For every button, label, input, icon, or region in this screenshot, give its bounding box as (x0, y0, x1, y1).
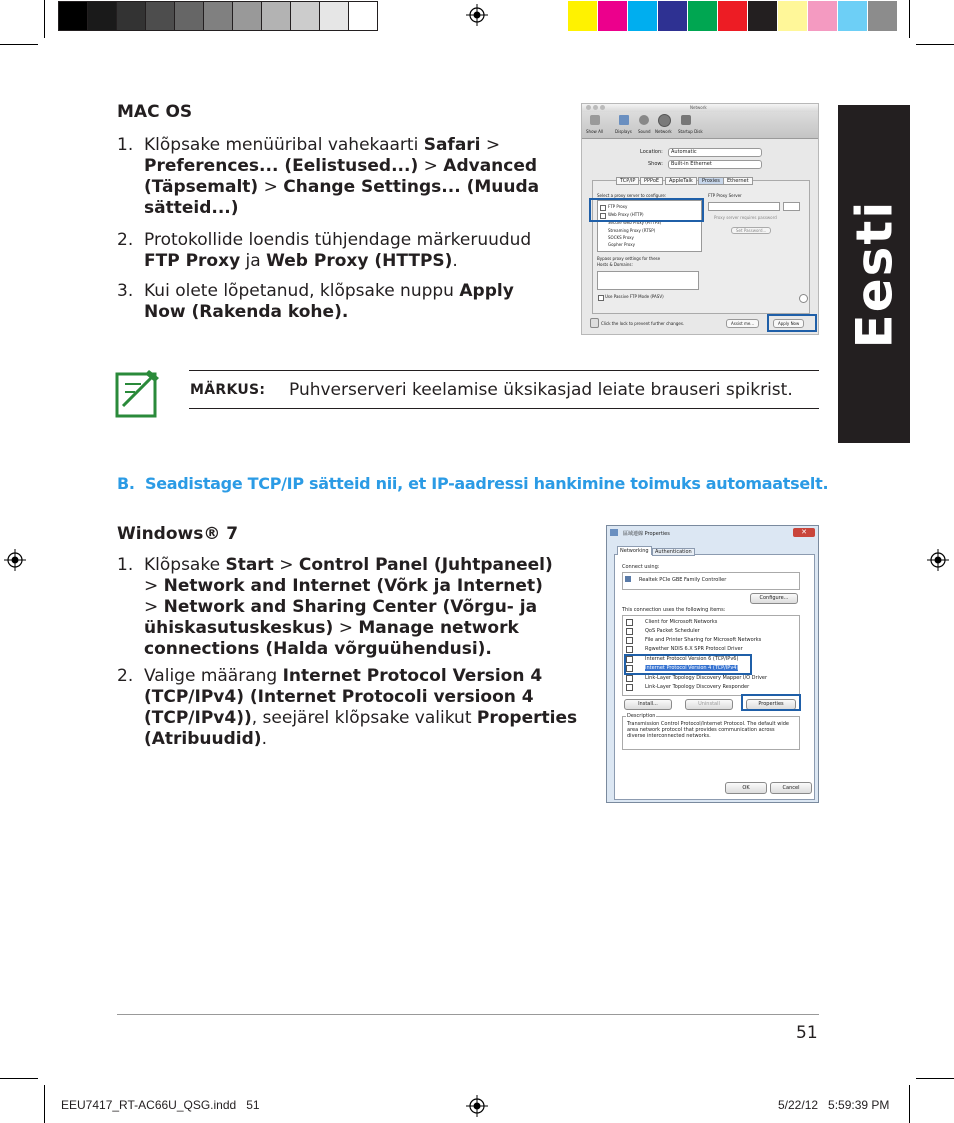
win-list-item[interactable]: Link-Layer Topology Discovery Mapper I/O Driver (645, 675, 768, 681)
close-icon[interactable]: ✕ (793, 528, 815, 537)
note-pencil-icon (115, 368, 161, 418)
step-text (144, 230, 564, 272)
adapter-name: Realtek PCIe GBE Family Controller (639, 577, 727, 583)
note-top-rule (189, 370, 819, 371)
text-run: Kui olete lõpetanud, klõpsake nuppu (144, 281, 460, 301)
footer-timestamp: 5/22/12 5:59:39 PM (778, 1098, 890, 1112)
bold-term: Control Panel (Juhtpaneel) (298, 555, 553, 575)
text-run: > (273, 555, 299, 575)
bold-term: FTP Proxy (144, 251, 241, 271)
grayscale-bar (58, 1, 377, 31)
text-run: Klõpsake (144, 555, 226, 575)
ftp-server-label: FTP Proxy Server (708, 193, 742, 198)
win-window-title: 區域連線 Properties (623, 531, 670, 537)
language-side-tab-label (838, 105, 910, 443)
step-text (144, 555, 554, 660)
proxy-item[interactable]: SOCKS Proxy (608, 235, 634, 240)
ok-button[interactable]: OK (725, 782, 767, 794)
show-select[interactable]: Built-in Ethernet (668, 160, 762, 169)
footer-rule (117, 1014, 819, 1015)
step-text (144, 135, 544, 219)
registration-mark-icon (466, 1095, 488, 1117)
mac-tab[interactable]: TCP/IP (616, 177, 639, 185)
step-number: 2. (117, 230, 134, 250)
side-tab-text: Eesti (845, 199, 903, 349)
note-label: MÄRKUS: (190, 382, 266, 398)
page-number: 51 (796, 1023, 818, 1043)
section-b-letter: B. (117, 474, 135, 493)
bold-term: Network and Internet (Võrk ja Internet) (163, 576, 543, 596)
step-number: 1. (117, 135, 134, 155)
text-run: > (144, 576, 164, 596)
mac-window-title: Network (690, 105, 707, 110)
step-text (144, 666, 584, 750)
win-list-item[interactable]: Internet Protocol Version 6 (TCP/IPv6) (645, 656, 739, 662)
bold-term: Safari (423, 135, 481, 155)
mac-toolbar (582, 112, 818, 139)
configure-button[interactable]: Configure... (750, 593, 798, 604)
assist-me-button[interactable]: Assist me... (726, 319, 759, 328)
color-bar (568, 1, 898, 31)
location-select[interactable]: Automatic (668, 148, 762, 157)
registration-mark-icon (4, 549, 26, 571)
step-number: 1. (117, 555, 134, 575)
items-label: This connection uses the following items: (622, 607, 726, 613)
crop-mark (909, 1085, 910, 1123)
bold-term: Web Proxy (HTTPS) (266, 251, 453, 271)
crop-mark (0, 1078, 38, 1079)
note-text: Puhverserveri keelamise üksikasjad leiate brauseri spikrist. (289, 380, 793, 400)
bold-term: Apply Now (Rakenda kohe). (144, 281, 514, 322)
bold-term: Properties (Atribuudid) (144, 708, 578, 749)
crop-mark (44, 0, 45, 38)
proxy-item[interactable]: Web Proxy (HTTP) (608, 212, 644, 217)
text-run: ja (240, 251, 267, 271)
cancel-button[interactable]: Cancel (770, 782, 812, 794)
win-tab-authentication[interactable]: Authentication (652, 548, 695, 556)
set-password-button[interactable]: Set Password... (731, 227, 771, 234)
description-text: Transmission Control Protocol/Internet Protocol. The default wide area network protocol that provides communication across diverse interconnected networks. (627, 721, 789, 739)
toolbar-label: Show All (586, 129, 604, 134)
pasv-checkbox-label[interactable]: Use Passive FTP Mode (PASV) (605, 294, 664, 299)
mac-tab[interactable]: PPPoE (640, 177, 663, 185)
registration-mark-icon (466, 4, 488, 26)
show-label: Show: (648, 161, 663, 167)
bold-term: Change Settings... (Muuda sätteid...) (144, 177, 540, 218)
toolbar-label: Startup Disk (678, 129, 703, 134)
crop-mark (916, 1078, 954, 1079)
proxy-item[interactable]: Secure Web Proxy (HTTPS) (608, 220, 662, 225)
password-checkbox-label[interactable]: Proxy server requires password (714, 215, 777, 220)
text-run: Valige määrang (144, 666, 283, 686)
properties-button[interactable]: Properties (746, 699, 796, 710)
crop-mark (44, 1085, 45, 1123)
text-run: Protokollide loendis tühjendage märkeruudud (144, 230, 532, 250)
text-run: . (261, 729, 267, 749)
highlight-properties (741, 694, 801, 711)
bold-term: Internet Protocol Version 4 (TCP/IPv4) (Internet Protocoli versioon 4 (TCP/IPv4)) (144, 666, 543, 728)
step-number: 2. (117, 666, 134, 686)
text-run: Klõpsake menüüribal vahekaarti (144, 135, 424, 155)
proxy-item[interactable]: FTP Proxy (608, 204, 628, 209)
footer-file-name: EEU7417_RT-AC66U_QSG.indd 51 (61, 1098, 260, 1112)
select-proxy-label: Select a proxy server to configure: (597, 193, 667, 198)
apply-now-button[interactable]: Apply Now (773, 319, 804, 328)
section-b-title: Seadistage TCP/IP sätteid nii, et IP-aadressi hankimine toimuks automaatselt. (145, 474, 829, 493)
proxy-item[interactable]: Streaming Proxy (RTSP) (608, 228, 656, 233)
text-run: > (333, 618, 359, 638)
mac-titlebar (582, 104, 818, 112)
mac-tab[interactable]: AppleTalk (665, 177, 697, 185)
bold-term: Start (225, 555, 274, 575)
win-list-item[interactable]: File and Printer Sharing for Microsoft Networks (645, 637, 762, 643)
text-run: > (258, 177, 284, 197)
win-list-item[interactable]: Client for Microsoft Networks (645, 619, 718, 625)
bold-term: Manage network connections (Halda võrguühendusi). (144, 618, 519, 659)
step-text (144, 281, 544, 323)
mac-heading: MAC OS (117, 102, 193, 122)
install-button[interactable]: Install... (624, 699, 672, 710)
text-run: . (452, 251, 458, 271)
win-tab-networking[interactable]: Networking (617, 546, 652, 555)
registration-mark-icon (927, 549, 949, 571)
text-run: > (480, 135, 501, 155)
highlight-ipv4 (624, 654, 752, 675)
highlight-apply-now (767, 314, 817, 332)
win-list-item[interactable]: Internet Protocol Version 4 (TCP/IPv4) (645, 665, 739, 671)
highlight-proxy-checkboxes (589, 198, 704, 222)
crop-mark (916, 44, 954, 45)
mac-tab[interactable]: Proxies (698, 177, 724, 185)
bold-term: Advanced (Täpsemalt) (144, 156, 538, 197)
uninstall-button[interactable]: Uninstall (685, 699, 733, 710)
step-number: 3. (117, 281, 134, 301)
location-label: Location: (640, 149, 663, 155)
note-bottom-rule (189, 408, 819, 409)
proxy-item[interactable]: Gopher Proxy (608, 242, 635, 247)
toolbar-label: Network (655, 129, 672, 134)
windows-heading: Windows® 7 (117, 524, 239, 544)
win-list-item[interactable]: Rgwether NDIS 6.X SPR Protocol Driver (645, 646, 743, 652)
mac-tab[interactable]: Ethernet (723, 177, 753, 185)
connect-using-label: Connect using: (622, 564, 660, 570)
text-run: > (144, 597, 164, 617)
toolbar-label: Sound (638, 129, 651, 134)
lock-text: Click the lock to prevent further changes. (601, 321, 685, 326)
text-run: , seejärel klõpsake valikut (251, 708, 477, 728)
description-label: Description (627, 713, 656, 719)
bypass-label: Bypass proxy settings for these Hosts & Domains: (597, 256, 661, 267)
crop-mark (0, 44, 38, 45)
bold-term: Preferences... (Eelistused...) (144, 156, 419, 176)
text-run: > (418, 156, 444, 176)
crop-mark (909, 0, 910, 38)
bold-term: Network and Sharing Center (Võrgu- ja ühiskasutuskeskus) (144, 597, 538, 638)
win-list-item[interactable]: QoS Packet Scheduler (645, 628, 700, 634)
win-list-item[interactable]: Link-Layer Topology Discovery Responder (645, 684, 750, 690)
toolbar-label: Displays (615, 129, 632, 134)
